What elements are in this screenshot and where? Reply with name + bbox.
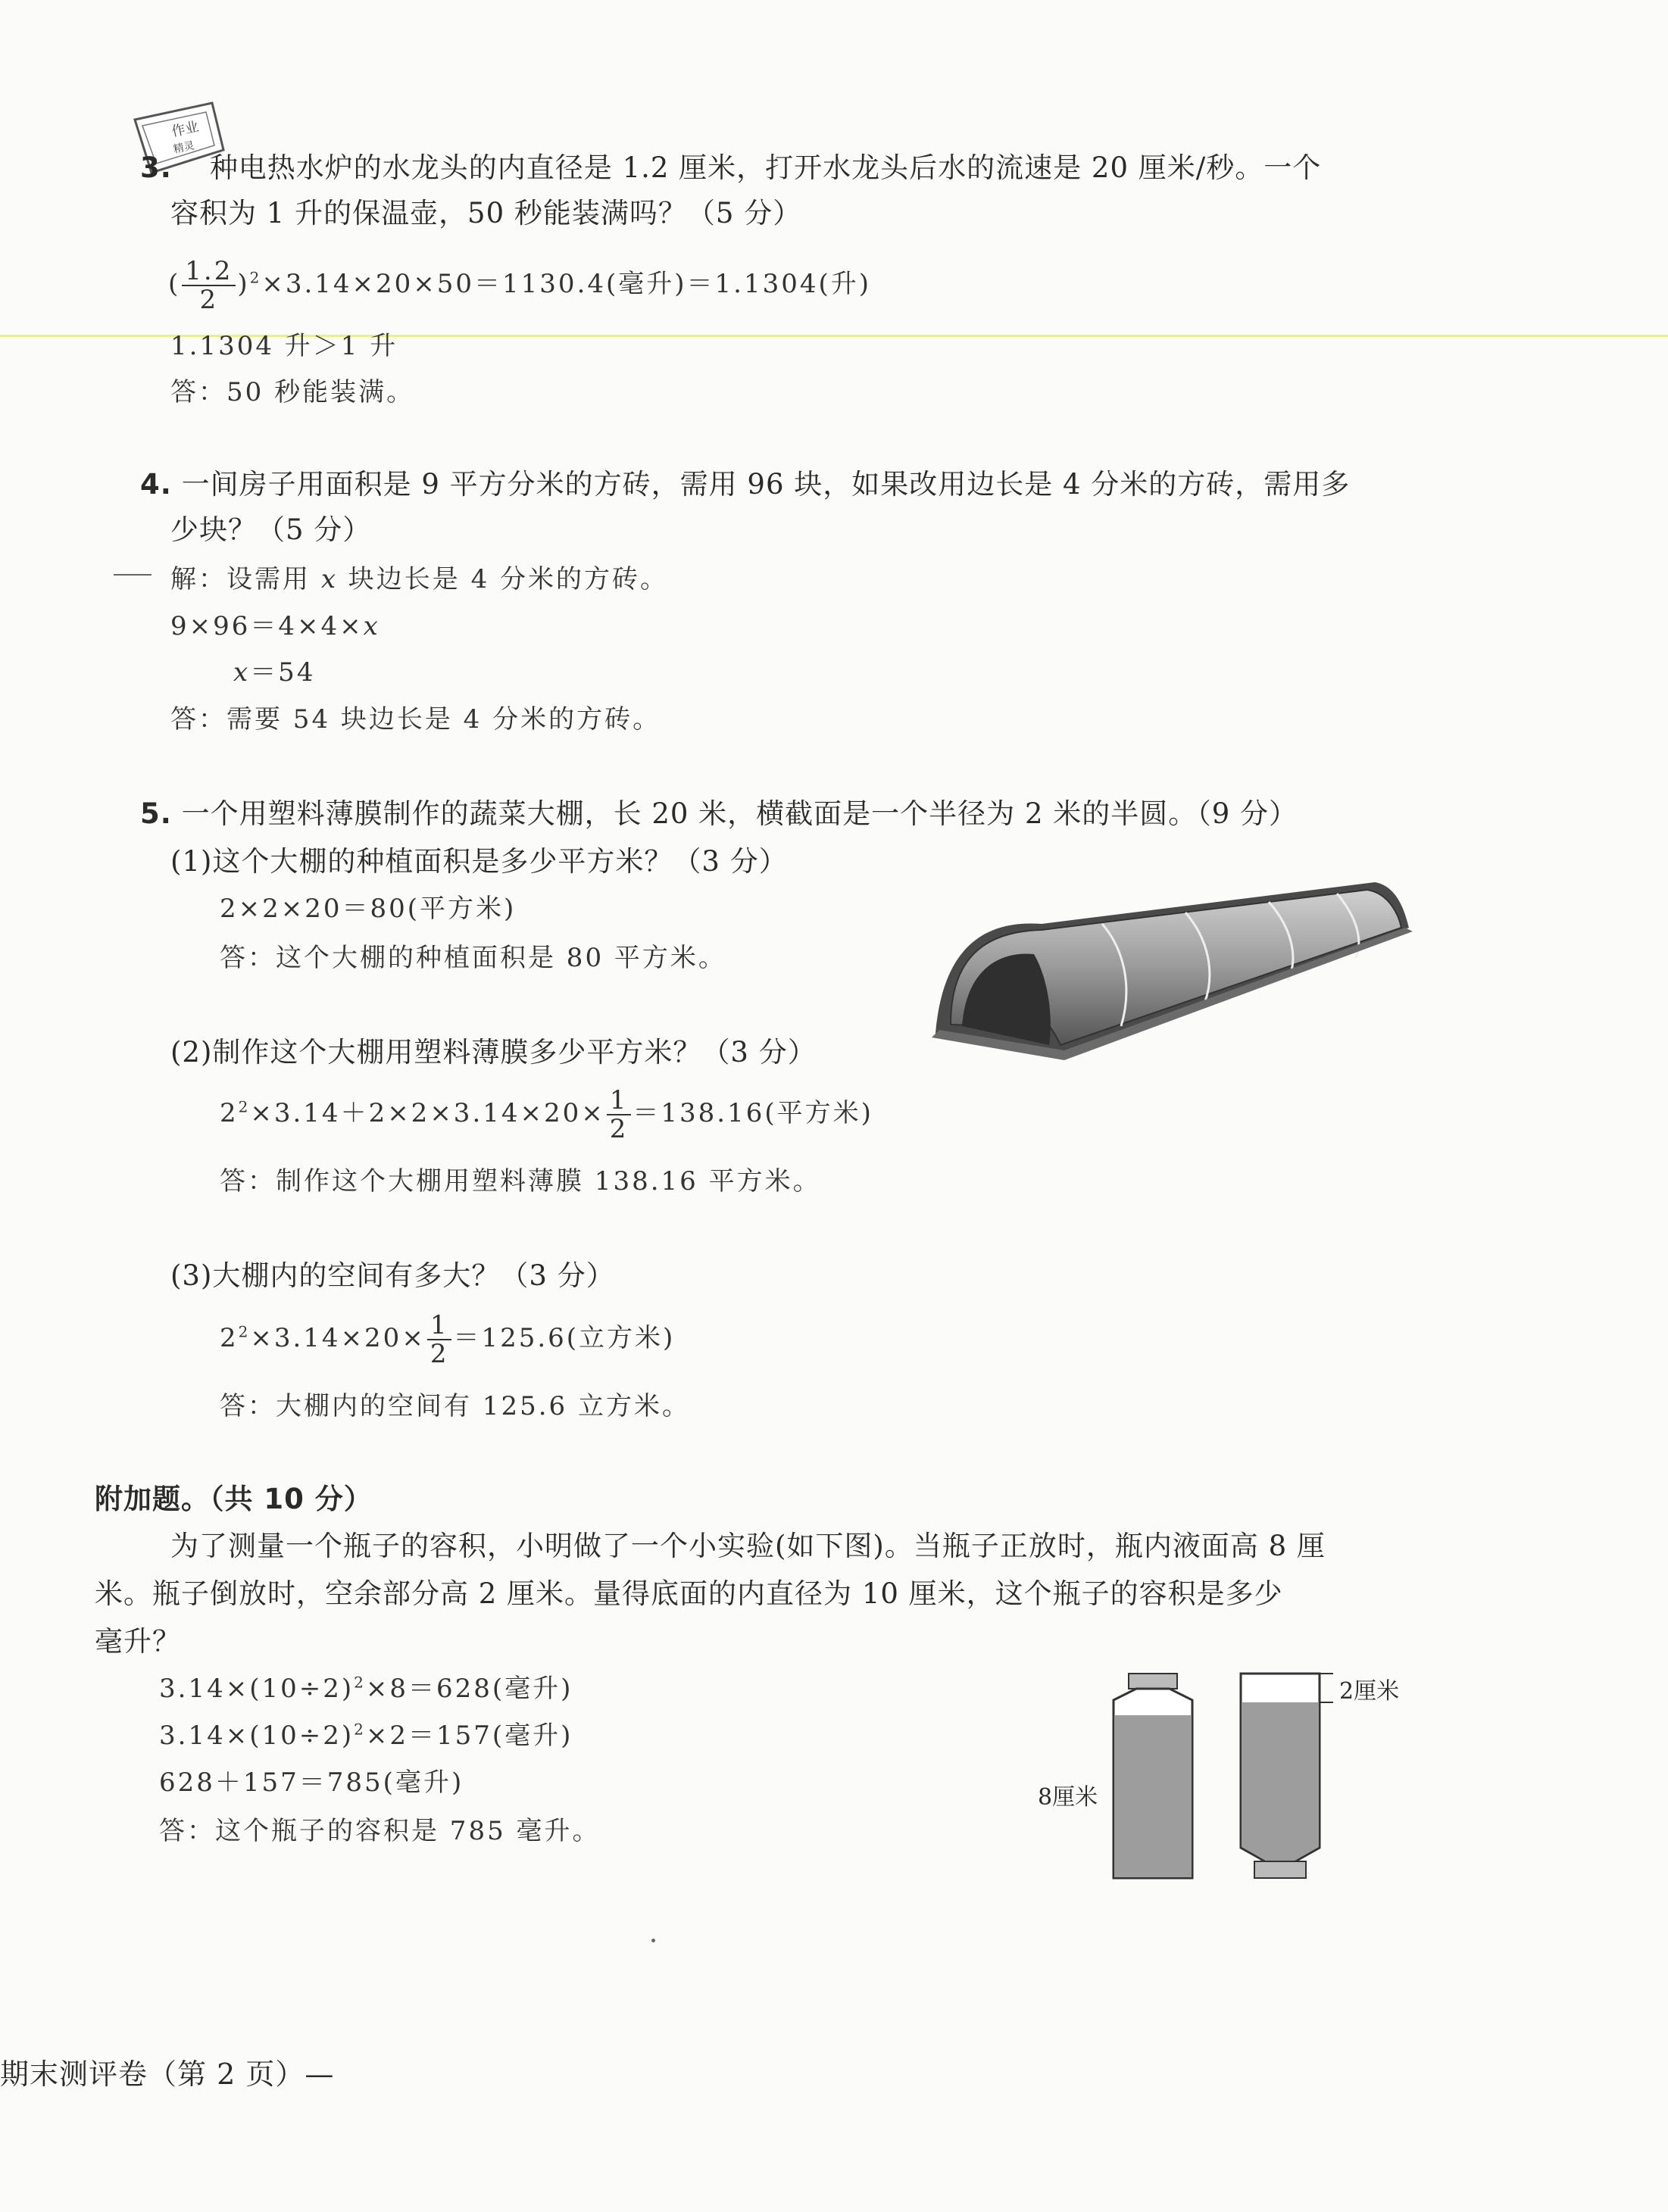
svg-text:精灵: 精灵: [172, 139, 196, 156]
page-footer: 期末测评卷（第 2 页）—: [0, 2058, 335, 2091]
bonus-calc3: 628＋157＝785(毫升): [159, 1767, 464, 1798]
q3-calc2: 1.1304 升＞1 升: [170, 331, 398, 361]
greenhouse-illustration: [928, 852, 1413, 1060]
bonus-answer: 答：这个瓶子的容积是 785 毫升。: [159, 1816, 601, 1846]
q5-line1: 5. 一个用塑料薄膜制作的蔬菜大棚，长 20 米，横截面是一个半径为 2 米的半圆。（9 分）: [140, 797, 1298, 830]
q4-line2: 少块？（5 分）: [170, 513, 372, 546]
q4-number: 4.: [140, 468, 172, 501]
bonus-calc1: $3.14\times(10\div 2)^2\times 8=628$(毫升): [159, 1673, 573, 1704]
q4-line1: 4. 一间房子用面积是 9 平方分米的方砖，需用 96 块，如果改用边长是 4 分米的方砖，需用多: [140, 468, 1351, 501]
q5-part2-fraction: $\frac{1}{2}$: [607, 1087, 632, 1143]
label-2cm: 2厘米: [1339, 1678, 1400, 1705]
q3-answer: 答：50 秒能装满。: [170, 377, 415, 407]
q4-solution: 解：设需用 x 块边长是 4 分米的方砖。: [170, 564, 669, 594]
q3-fraction: $\frac{1.2}{2}$: [182, 257, 236, 314]
label-8cm: 8厘米: [1038, 1784, 1098, 1811]
q3-line1: 3. 种电热水炉的水龙头的内直径是 1.2 厘米，打开水龙头后水的流速是 20 厘米/秒。一个: [140, 151, 1322, 184]
q5-part3-answer: 答：大棚内的空间有 125.6 立方米。: [220, 1391, 690, 1421]
q3-line2: 容积为 1 升的保温壶，50 秒能装满吗？（5 分）: [170, 197, 802, 229]
bonus-line1: 为了测量一个瓶子的容积，小明做了一个小实验(如下图)。当瓶子正放时，瓶内液面高 8 厘: [170, 1530, 1326, 1562]
q5-part3-calc: $2^2\times 3.14\times 20\times$ $\frac{1}{2}$ ＝125.6(立方米): [220, 1310, 676, 1369]
q5-part2-question: (2)制作这个大棚用塑料薄膜多少平方米？（3 分）: [170, 1036, 817, 1069]
q5-part2-answer: 答：制作这个大棚用塑料薄膜 138.16 平方米。: [220, 1166, 821, 1196]
q3-number: 3.: [140, 151, 172, 184]
q4-answer: 答：需要 54 块边长是 4 分米的方砖。: [170, 704, 661, 735]
q5-part3-fraction: $\frac{1}{2}$: [427, 1312, 452, 1368]
q4-eq1: 9×96＝4×4×x: [170, 611, 380, 641]
speck: [651, 1939, 655, 1942]
q5-part2-calc: $2^2\times 3.14+2\times 2\times 3.14\times 20\times$ $\frac{1}{2}$ ＝138.16(平方米): [220, 1085, 873, 1144]
q4-eq2: x＝54: [233, 657, 316, 688]
bonus-calc2: $3.14\times(10\div 2)^2\times 2=157$(毫升): [159, 1720, 573, 1751]
bonus-title: 附加题。（共 10 分）: [95, 1483, 373, 1515]
q3-calc1: ( $\frac{1.2}{2}$ )$^2$×3.14×20×50＝1130.4(毫升)＝1.1304(升): [168, 256, 872, 315]
q5-part1-calc: 2×2×20＝80(平方米): [220, 894, 517, 924]
q5-part3-question: (3)大棚内的空间有多大？（3 分）: [170, 1259, 615, 1292]
q5-part1-answer: 答：这个大棚的种植面积是 80 平方米。: [220, 943, 726, 973]
margin-mark: [114, 574, 151, 576]
bonus-line2: 米。瓶子倒放时，空余部分高 2 厘米。量得底面的内直径为 10 厘米，这个瓶子的容积是多少: [95, 1577, 1283, 1610]
q5-part1-question: (1)这个大棚的种植面积是多少平方米？（3 分）: [170, 845, 788, 878]
svg-text:作业: 作业: [170, 118, 201, 140]
q5-number: 5.: [140, 797, 172, 830]
bonus-line3: 毫升？: [95, 1625, 181, 1658]
